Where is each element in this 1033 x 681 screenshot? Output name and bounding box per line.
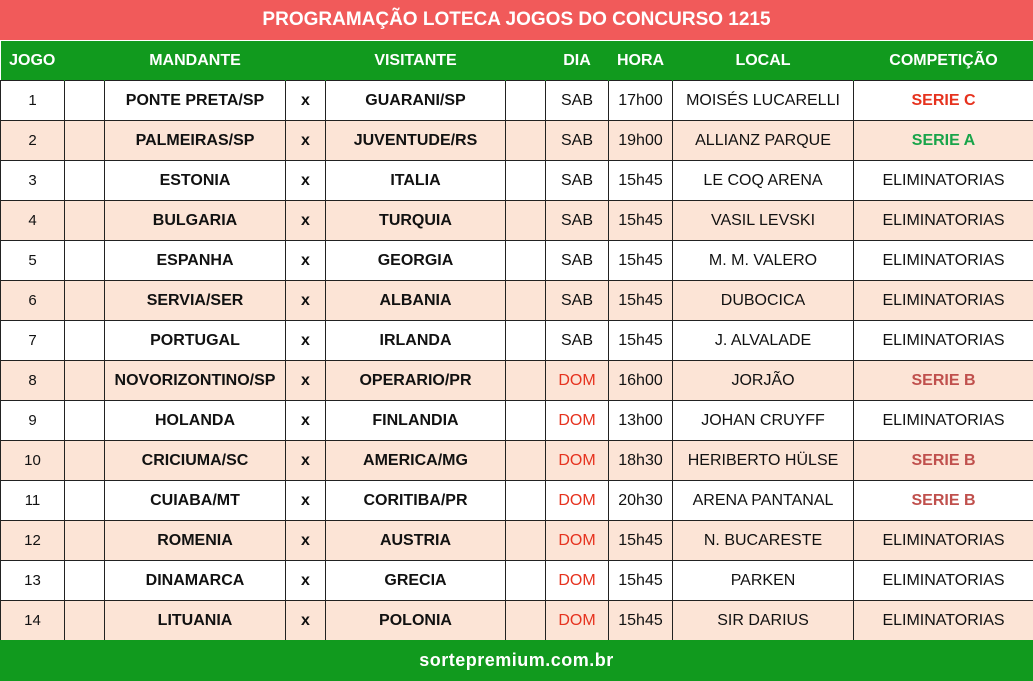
home-team: ESTONIA: [105, 161, 286, 201]
away-team: AMERICA/MG: [326, 441, 506, 481]
game-day: DOM: [546, 601, 609, 641]
game-competition: SERIE A: [854, 121, 1033, 161]
game-time: 20h30: [609, 481, 673, 521]
blank-cell: [506, 121, 546, 161]
home-team: PONTE PRETA/SP: [105, 81, 286, 121]
away-team: JUVENTUDE/RS: [326, 121, 506, 161]
game-competition: SERIE B: [854, 441, 1033, 481]
game-competition: SERIE B: [854, 361, 1033, 401]
game-number: 12: [1, 521, 65, 561]
table-row: [1, 201, 1033, 241]
game-day: DOM: [546, 481, 609, 521]
home-team: NOVORIZONTINO/SP: [105, 361, 286, 401]
blank-cell: [65, 321, 105, 361]
blank-cell: [65, 361, 105, 401]
game-time: 16h00: [609, 361, 673, 401]
game-competition: ELIMINATORIAS: [854, 281, 1033, 321]
away-team: ITALIA: [326, 161, 506, 201]
game-number: 10: [1, 441, 65, 481]
versus-separator: x: [286, 601, 326, 641]
game-time: 19h00: [609, 121, 673, 161]
away-team: AUSTRIA: [326, 521, 506, 561]
game-time: 13h00: [609, 401, 673, 441]
game-day: DOM: [546, 561, 609, 601]
table-row: [1, 561, 1033, 601]
game-competition: SERIE C: [854, 81, 1033, 121]
table-row: [1, 481, 1033, 521]
home-team: CUIABA/MT: [105, 481, 286, 521]
game-number: 2: [1, 121, 65, 161]
blank-cell: [65, 521, 105, 561]
footer-site: sortepremium.com.br: [0, 640, 1033, 681]
game-day: SAB: [546, 161, 609, 201]
header-visitante: VISITANTE: [326, 41, 506, 81]
blank-cell: [65, 281, 105, 321]
game-number: 1: [1, 81, 65, 121]
blank-cell: [65, 241, 105, 281]
game-venue: JOHAN CRUYFF: [673, 401, 854, 441]
header-blank-right: [506, 41, 546, 81]
table-row: [1, 81, 1033, 121]
table-row: [1, 321, 1033, 361]
blank-cell: [65, 441, 105, 481]
versus-separator: x: [286, 81, 326, 121]
game-venue: DUBOCICA: [673, 281, 854, 321]
home-team: HOLANDA: [105, 401, 286, 441]
header-jogo: JOGO: [1, 41, 65, 81]
game-competition: SERIE B: [854, 481, 1033, 521]
blank-cell: [506, 161, 546, 201]
blank-cell: [65, 481, 105, 521]
game-venue: VASIL LEVSKI: [673, 201, 854, 241]
game-day: SAB: [546, 281, 609, 321]
game-number: 6: [1, 281, 65, 321]
game-venue: M. M. VALERO: [673, 241, 854, 281]
blank-cell: [65, 121, 105, 161]
blank-cell: [506, 241, 546, 281]
blank-cell: [506, 321, 546, 361]
game-competition: ELIMINATORIAS: [854, 241, 1033, 281]
game-venue: LE COQ ARENA: [673, 161, 854, 201]
versus-separator: x: [286, 561, 326, 601]
home-team: PORTUGAL: [105, 321, 286, 361]
header-dia: DIA: [546, 41, 609, 81]
table-row: [1, 361, 1033, 401]
blank-cell: [506, 201, 546, 241]
blank-cell: [506, 561, 546, 601]
game-venue: HERIBERTO HÜLSE: [673, 441, 854, 481]
game-time: 15h45: [609, 521, 673, 561]
header-local: LOCAL: [673, 41, 854, 81]
page-title: PROGRAMAÇÃO LOTECA JOGOS DO CONCURSO 1215: [0, 0, 1033, 41]
blank-cell: [65, 161, 105, 201]
table-row: [1, 441, 1033, 481]
game-day: SAB: [546, 121, 609, 161]
game-number: 14: [1, 601, 65, 641]
home-team: ESPANHA: [105, 241, 286, 281]
game-competition: ELIMINATORIAS: [854, 521, 1033, 561]
header-competicao: COMPETIÇÃO: [854, 41, 1033, 81]
game-time: 15h45: [609, 161, 673, 201]
table-row: [1, 161, 1033, 201]
game-day: DOM: [546, 401, 609, 441]
table-row: [1, 521, 1033, 561]
away-team: ALBANIA: [326, 281, 506, 321]
game-time: 15h45: [609, 241, 673, 281]
game-venue: J. ALVALADE: [673, 321, 854, 361]
game-venue: PARKEN: [673, 561, 854, 601]
game-venue: SIR DARIUS: [673, 601, 854, 641]
game-competition: ELIMINATORIAS: [854, 201, 1033, 241]
home-team: DINAMARCA: [105, 561, 286, 601]
game-competition: ELIMINATORIAS: [854, 161, 1033, 201]
blank-cell: [65, 601, 105, 641]
game-venue: JORJÃO: [673, 361, 854, 401]
blank-cell: [506, 601, 546, 641]
blank-cell: [506, 441, 546, 481]
blank-cell: [506, 81, 546, 121]
game-competition: ELIMINATORIAS: [854, 561, 1033, 601]
game-day: SAB: [546, 321, 609, 361]
blank-cell: [65, 561, 105, 601]
game-time: 18h30: [609, 441, 673, 481]
blank-cell: [506, 521, 546, 561]
game-day: DOM: [546, 361, 609, 401]
table-row: [1, 401, 1033, 441]
header-blank-left: [65, 41, 105, 81]
table-row: [1, 601, 1033, 641]
table-row: [1, 121, 1033, 161]
blank-cell: [506, 361, 546, 401]
game-number: 8: [1, 361, 65, 401]
blank-cell: [65, 201, 105, 241]
game-venue: ALLIANZ PARQUE: [673, 121, 854, 161]
home-team: BULGARIA: [105, 201, 286, 241]
game-time: 15h45: [609, 281, 673, 321]
versus-separator: x: [286, 201, 326, 241]
table-row: [1, 241, 1033, 281]
game-number: 9: [1, 401, 65, 441]
versus-separator: x: [286, 241, 326, 281]
game-number: 7: [1, 321, 65, 361]
versus-separator: x: [286, 161, 326, 201]
away-team: OPERARIO/PR: [326, 361, 506, 401]
game-number: 5: [1, 241, 65, 281]
versus-separator: x: [286, 121, 326, 161]
game-competition: ELIMINATORIAS: [854, 321, 1033, 361]
games-body: [1, 81, 1033, 641]
versus-separator: x: [286, 401, 326, 441]
blank-cell: [506, 481, 546, 521]
versus-separator: x: [286, 481, 326, 521]
game-venue: ARENA PANTANAL: [673, 481, 854, 521]
blank-cell: [65, 81, 105, 121]
header-hora: HORA: [609, 41, 673, 81]
away-team: GRECIA: [326, 561, 506, 601]
game-day: SAB: [546, 81, 609, 121]
versus-separator: x: [286, 361, 326, 401]
game-number: 11: [1, 481, 65, 521]
versus-separator: x: [286, 281, 326, 321]
versus-separator: x: [286, 321, 326, 361]
blank-cell: [506, 281, 546, 321]
away-team: GEORGIA: [326, 241, 506, 281]
away-team: POLONIA: [326, 601, 506, 641]
away-team: GUARANI/SP: [326, 81, 506, 121]
game-number: 3: [1, 161, 65, 201]
blank-cell: [65, 401, 105, 441]
away-team: TURQUIA: [326, 201, 506, 241]
home-team: PALMEIRAS/SP: [105, 121, 286, 161]
game-competition: ELIMINATORIAS: [854, 401, 1033, 441]
table-header-row: [1, 41, 1033, 81]
game-venue: N. BUCARESTE: [673, 521, 854, 561]
game-number: 13: [1, 561, 65, 601]
game-day: SAB: [546, 241, 609, 281]
away-team: CORITIBA/PR: [326, 481, 506, 521]
game-time: 15h45: [609, 561, 673, 601]
blank-cell: [506, 401, 546, 441]
home-team: SERVIA/SER: [105, 281, 286, 321]
game-venue: MOISÉS LUCARELLI: [673, 81, 854, 121]
game-time: 17h00: [609, 81, 673, 121]
game-day: DOM: [546, 521, 609, 561]
home-team: LITUANIA: [105, 601, 286, 641]
versus-separator: x: [286, 521, 326, 561]
table-row: [1, 281, 1033, 321]
home-team: CRICIUMA/SC: [105, 441, 286, 481]
header-mandante: MANDANTE: [105, 41, 286, 81]
game-day: SAB: [546, 201, 609, 241]
versus-separator: x: [286, 441, 326, 481]
away-team: FINLANDIA: [326, 401, 506, 441]
game-day: DOM: [546, 441, 609, 481]
header-blank-sep: [286, 41, 326, 81]
game-time: 15h45: [609, 201, 673, 241]
home-team: ROMENIA: [105, 521, 286, 561]
game-competition: ELIMINATORIAS: [854, 601, 1033, 641]
game-time: 15h45: [609, 601, 673, 641]
game-time: 15h45: [609, 321, 673, 361]
games-table: [0, 41, 1033, 641]
away-team: IRLANDA: [326, 321, 506, 361]
game-number: 4: [1, 201, 65, 241]
